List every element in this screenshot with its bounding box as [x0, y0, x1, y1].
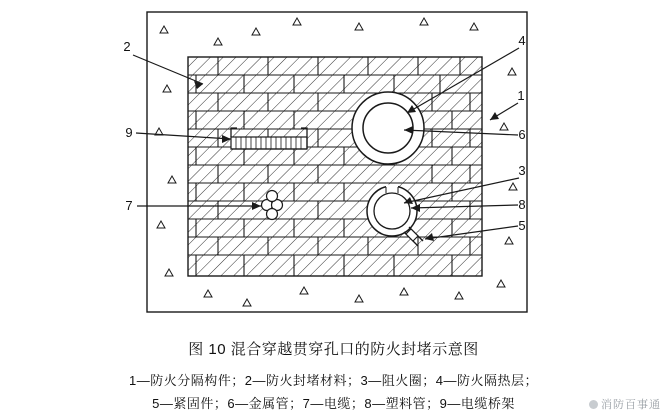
watermark-dot-icon	[589, 400, 598, 409]
callout-label-8: 8	[518, 197, 526, 212]
callout-label-3: 3	[518, 163, 526, 178]
callout-label-4: 4	[518, 33, 526, 48]
metal-pipe-with-insulation	[352, 92, 424, 164]
callout-label-6: 6	[518, 127, 526, 142]
figure-legend-line-1: 1—防火分隔构件；2—防火封堵材料；3—阻火圈；4—防火隔热层；	[129, 373, 538, 388]
callout-label-7: 7	[125, 198, 133, 213]
figure-caption-title: 图 10 混合穿越贯穿孔口的防火封堵示意图	[188, 341, 479, 358]
figure-legend-line-2: 5—紧固件；6—金属管；7—电缆；8—塑料管；9—电缆桥架	[152, 396, 515, 411]
callout-label-5: 5	[518, 218, 526, 233]
callout-label-9: 9	[125, 125, 133, 140]
callout-label-2: 2	[123, 39, 131, 54]
watermark	[589, 396, 661, 412]
watermark-text: 消防百事通	[601, 399, 661, 411]
firestop-sealing-material	[188, 57, 482, 276]
callout-label-1: 1	[517, 88, 525, 103]
